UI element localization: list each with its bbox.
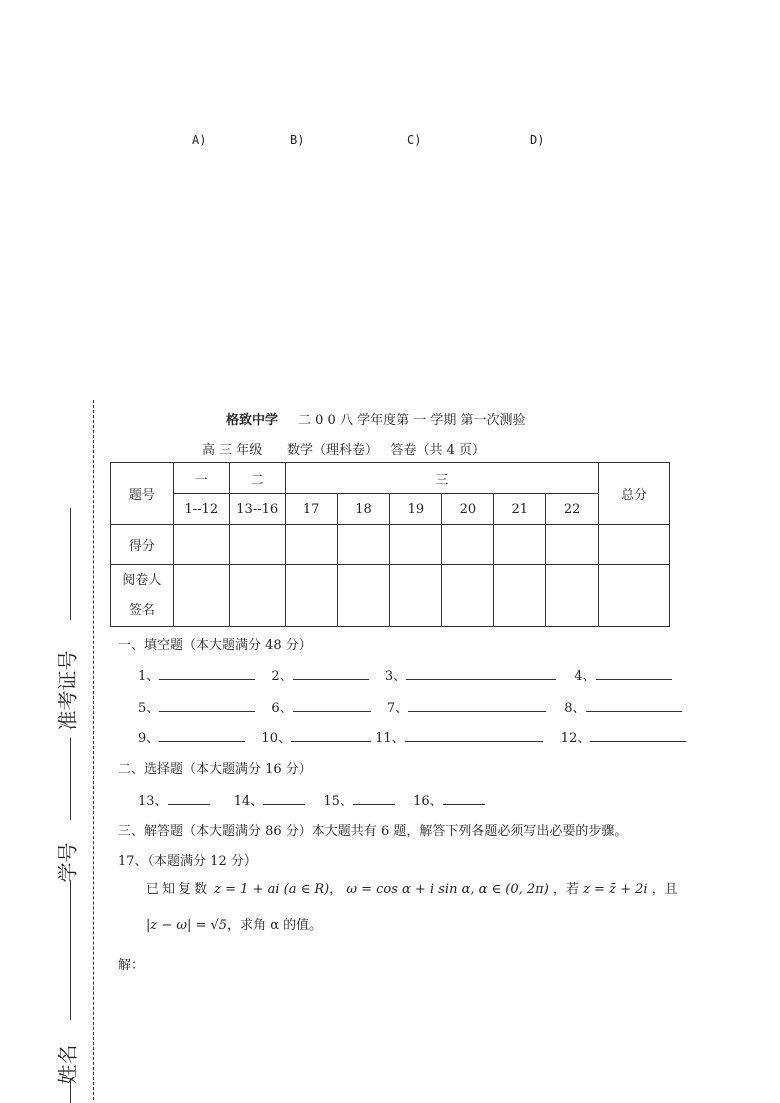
header-part-2: 二 (229, 463, 285, 494)
answer-blank-7[interactable] (408, 699, 546, 712)
blank-label-1: 1、 (138, 669, 160, 684)
row-label-grader (111, 565, 174, 627)
score-cell[interactable] (229, 525, 285, 565)
grader-cell[interactable] (442, 565, 494, 627)
grader-cell[interactable] (599, 565, 670, 627)
sub-1-12: 1--12 (173, 494, 229, 525)
score-cell[interactable] (494, 525, 546, 565)
fill-row-1 (138, 665, 672, 684)
blank-label-12: 12、 (560, 731, 591, 746)
binding-dashed-line (93, 400, 94, 1100)
answer-blank-11[interactable] (405, 729, 543, 742)
answer-blank-10[interactable] (291, 729, 371, 742)
blank-label-9: 9、 (138, 731, 160, 746)
problem17-condition-2: |z − ω| = √5 (146, 918, 228, 933)
problem17-prefix: 已知复数 (146, 882, 211, 897)
blank-label-6: 6、 (271, 701, 293, 716)
name-underline (70, 1078, 71, 1103)
choice-blank-15[interactable] (353, 792, 395, 805)
answer-blank-9[interactable] (159, 729, 245, 742)
sub-21: 21 (494, 494, 546, 525)
score-cell[interactable] (390, 525, 442, 565)
header-total: 总分 (599, 463, 670, 525)
choice-label-13: 13、 (138, 794, 168, 809)
answer-blank-5[interactable] (159, 699, 255, 712)
name-label: 姓名 (55, 1044, 80, 1085)
exam-title-rest: 二 0 0 八 学年度第 一 学期 第一次测验 (298, 413, 526, 428)
student-no-label: 学号 (55, 842, 80, 883)
blank-label-3: 3、 (384, 669, 407, 684)
problem17-omega-def: ω = cos α + i sin α, α ∈ (0, 2π) (346, 882, 549, 897)
exam-subtitle: 高 三 年级 数学（理科卷） 答卷（共 4 页） (202, 443, 485, 458)
score-row (111, 525, 670, 565)
row-label-score: 得分 (111, 525, 174, 565)
choice-row (138, 790, 485, 809)
option-c: C) (407, 133, 422, 147)
answer-blank-4[interactable] (596, 667, 672, 680)
sub-13-16: 13--16 (229, 494, 285, 525)
grader-cell[interactable] (285, 565, 337, 627)
answer-blank-12[interactable] (590, 729, 686, 742)
blank-label-4: 4、 (574, 669, 596, 684)
grader-cell[interactable] (494, 565, 546, 627)
answer-blank-2[interactable] (293, 667, 369, 680)
section3-title: 三、解答题（本大题满分 86 分）本大题共有 6 题，解答下列各题必须写出必要的步骤。 (118, 824, 628, 839)
blank-label-5: 5、 (138, 701, 160, 716)
problem17-if: ，若 (552, 882, 579, 897)
blank-label-2: 2、 (271, 669, 293, 684)
school-name: 格致中学 (226, 413, 279, 428)
exam-no-label: 准考证号 (55, 650, 80, 731)
fill-row-2 (138, 697, 682, 716)
header-part-1: 一 (173, 463, 229, 494)
blank-label-8: 8、 (564, 701, 586, 716)
problem17-and: ，且 (651, 882, 678, 897)
problem17-question: ，求角 α 的值。 (227, 918, 323, 933)
section1-title: 一、填空题（本大题满分 48 分） (118, 638, 312, 653)
sub-17: 17 (285, 494, 337, 525)
score-cell[interactable] (337, 525, 390, 565)
blank-label-11: 11、 (375, 731, 405, 746)
header-part-3: 三 (285, 463, 598, 494)
blank-label-7: 7、 (386, 701, 409, 716)
problem17-condition-1: z = z̄ + 2i (583, 882, 648, 897)
sub-20: 20 (442, 494, 494, 525)
option-d: D) (530, 133, 545, 147)
score-cell[interactable] (173, 525, 229, 565)
answer-blank-1[interactable] (159, 667, 255, 680)
grader-label-1: 阅卷人 (122, 572, 162, 588)
problem17-z-def: z = 1 + ai (a ∈ R) (214, 882, 330, 897)
answer-blank-8[interactable] (586, 699, 682, 712)
score-cell[interactable] (285, 525, 337, 565)
solution-label: 解： (118, 958, 145, 973)
choice-label-15: 15、 (323, 794, 353, 809)
section2-title: 二、选择题（本大题满分 16 分） (118, 762, 312, 777)
header-question-no: 题号 (111, 463, 174, 525)
sub-19: 19 (390, 494, 442, 525)
choice-blank-16[interactable] (443, 792, 485, 805)
choice-label-16: 16、 (413, 794, 443, 809)
fill-row-3 (138, 727, 686, 746)
choice-blank-13[interactable] (168, 792, 210, 805)
choice-label-14: 14、 (233, 794, 264, 809)
grader-cell[interactable] (390, 565, 442, 627)
grader-cell[interactable] (337, 565, 390, 627)
answer-blank-6[interactable] (293, 699, 371, 712)
option-a: A) (192, 133, 207, 147)
problem17-line1: 已知复数 z = 1 + ai (a ∈ R)， ω = cos α + i sin α, α ∈ (0, 2π) ，若 z = z̄ + 2i ，且 (146, 882, 678, 897)
grader-cell[interactable] (229, 565, 285, 627)
grader-cell[interactable] (546, 565, 599, 627)
grader-label-2: 签名 (128, 602, 155, 618)
option-b: B) (290, 133, 305, 147)
score-cell[interactable] (442, 525, 494, 565)
score-table (110, 462, 670, 627)
problem17-heading: 17、（本题满分 12 分） (118, 854, 257, 869)
grader-row (111, 565, 670, 627)
sub-22: 22 (546, 494, 599, 525)
student-no-underline (70, 880, 71, 1020)
score-cell[interactable] (546, 525, 599, 565)
sub-18: 18 (337, 494, 390, 525)
exam-no-underline (70, 508, 71, 620)
blank-label-10: 10、 (261, 731, 291, 746)
exam-title (226, 409, 525, 428)
score-cell[interactable] (599, 525, 670, 565)
exam-no-line-lower (70, 738, 71, 820)
answer-blank-3[interactable] (406, 667, 556, 680)
grader-cell[interactable] (173, 565, 229, 627)
problem17-line2 (146, 914, 322, 933)
choice-blank-14[interactable] (263, 792, 305, 805)
